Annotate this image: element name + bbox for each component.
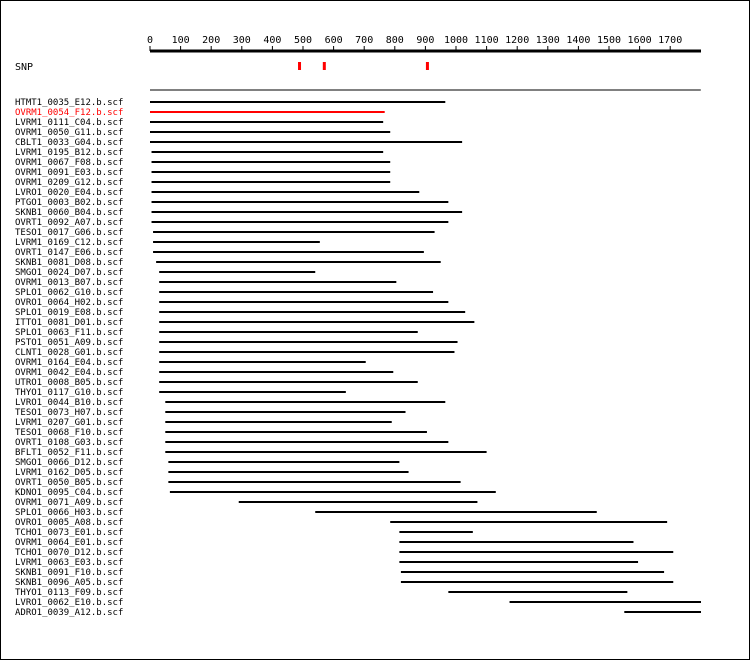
axis-tick-label: 0 (146, 35, 154, 46)
read-name[interactable]: SPLO1_0066_H03.b.scf (15, 508, 124, 518)
read-name[interactable]: OVRM1_0164_E04.b.scf (15, 358, 124, 368)
read-row[interactable] (15, 148, 383, 158)
read-row[interactable] (15, 248, 424, 258)
read-row[interactable] (15, 558, 638, 568)
read-row[interactable] (15, 548, 673, 558)
axis-tick-label: 600 (324, 35, 343, 46)
axis-tick-label: 300 (232, 35, 251, 46)
axis-tick-label: 800 (385, 35, 404, 46)
read-row[interactable] (15, 568, 664, 578)
read-row[interactable] (15, 198, 448, 208)
read-name[interactable]: PTGO1_0003_B02.b.scf (15, 198, 124, 208)
read-row[interactable] (15, 298, 448, 308)
read-name[interactable]: TESO1_0017_G06.b.scf (15, 228, 124, 238)
read-row[interactable] (15, 448, 487, 458)
read-name[interactable]: SPLO1_0062_G10.b.scf (15, 288, 124, 298)
read-row[interactable] (15, 528, 473, 538)
read-row[interactable] (15, 288, 433, 298)
read-name[interactable]: OVRM1_0064_E01.b.scf (15, 538, 124, 548)
read-name[interactable]: LVRM1_0162_D05.b.scf (15, 468, 124, 478)
read-list (15, 98, 701, 618)
read-name[interactable]: OVRM1_0013_B07.b.scf (15, 278, 124, 288)
read-row[interactable] (15, 588, 627, 598)
read-row[interactable] (15, 138, 462, 148)
read-row[interactable] (15, 258, 441, 268)
read-name[interactable]: TCHO1_0073_E01.b.scf (15, 528, 124, 538)
read-row[interactable] (15, 98, 445, 108)
read-row[interactable] (15, 458, 399, 468)
read-name[interactable]: TESO1_0073_H07.b.scf (15, 408, 124, 418)
read-row[interactable] (15, 498, 477, 508)
read-name[interactable]: OVRO1_0005_A08.b.scf (15, 518, 124, 528)
read-row[interactable] (15, 278, 396, 288)
read-name[interactable]: CBLT1_0033_G04.b.scf (15, 138, 124, 148)
read-row[interactable] (15, 308, 465, 318)
read-name[interactable]: LVRM1_0111_C04.b.scf (15, 118, 124, 128)
read-name[interactable]: SKNB1_0096_A05.b.scf (15, 578, 124, 588)
read-row[interactable] (15, 108, 385, 118)
axis-tick-label: 700 (355, 35, 374, 46)
axis-tick-label: 1100 (474, 35, 499, 46)
read-row[interactable] (15, 358, 366, 368)
snp-track-label: SNP (15, 62, 34, 73)
read-name[interactable]: LVRM1_0207_G01.b.scf (15, 418, 124, 428)
position-axis (147, 35, 701, 51)
read-row[interactable] (15, 578, 673, 588)
axis-tick-label: 900 (416, 35, 435, 46)
read-row[interactable] (15, 128, 390, 138)
axis-tick-label: 1000 (443, 35, 469, 46)
read-name[interactable]: SKNB1_0091_F10.b.scf (15, 568, 124, 578)
read-row[interactable] (15, 378, 418, 388)
read-row[interactable] (15, 228, 435, 238)
axis-tick-label: 1500 (596, 35, 622, 46)
axis-tick-label: 1200 (505, 35, 530, 46)
read-row[interactable] (15, 328, 418, 338)
read-row[interactable] (15, 188, 419, 198)
snp-marker[interactable] (426, 62, 429, 70)
read-name[interactable]: TESO1_0068_F10.b.scf (15, 428, 124, 438)
read-name[interactable]: HTMT1_0035_E12.b.scf (15, 98, 124, 108)
read-name[interactable]: LVRO1_0020_E04.b.scf (15, 188, 124, 198)
axis-tick-label: 500 (293, 35, 313, 46)
read-name[interactable]: SPLO1_0019_E08.b.scf (15, 308, 124, 318)
read-name[interactable]: PSTO1_0051_A09.b.scf (15, 338, 124, 348)
read-name[interactable]: LVRM1_0063_E03.b.scf (15, 558, 124, 568)
read-row[interactable] (15, 428, 427, 438)
read-row[interactable] (15, 368, 393, 378)
read-name[interactable]: THYO1_0117_G10.b.scf (15, 388, 124, 398)
read-name[interactable]: TCHO1_0070_D12.b.scf (15, 548, 124, 558)
read-name[interactable]: OVRM1_0050_G11.b.scf (15, 128, 124, 138)
read-row[interactable] (15, 218, 448, 228)
read-row[interactable] (15, 598, 701, 608)
read-name[interactable]: LVRM1_0195_B12.b.scf (15, 148, 124, 158)
read-name[interactable]: LVRM1_0169_C12.b.scf (15, 238, 124, 248)
read-row[interactable] (15, 488, 496, 498)
read-name[interactable]: ADRO1_0039_A12.b.scf (15, 608, 124, 618)
read-name[interactable]: UTRO1_0008_B05.b.scf (15, 378, 124, 388)
read-name[interactable]: KDNO1_0095_C04.b.scf (15, 488, 124, 498)
read-row[interactable] (15, 158, 390, 168)
axis-tick-label: 200 (202, 35, 221, 46)
read-row[interactable] (15, 338, 458, 348)
read-name[interactable]: BFLT1_0052_F11.b.scf (15, 448, 124, 458)
axis-tick-label: 100 (171, 35, 190, 46)
read-row[interactable] (15, 518, 667, 528)
read-name[interactable]: OVRT1_0050_B05.b.scf (15, 478, 124, 488)
read-row[interactable] (15, 538, 633, 548)
axis-tick-label: 1700 (658, 35, 683, 46)
read-row[interactable] (15, 178, 390, 188)
read-name[interactable]: SPLO1_0063_F11.b.scf (15, 328, 124, 338)
read-row[interactable] (15, 118, 383, 128)
read-row[interactable] (15, 398, 445, 408)
read-name[interactable]: SKNB1_0060_B04.b.scf (15, 208, 124, 218)
axis-tick-label: 400 (263, 35, 282, 46)
read-name[interactable]: OVRM1_0091_E03.b.scf (15, 168, 124, 178)
read-row[interactable] (15, 508, 597, 518)
read-name[interactable]: THYO1_0113_F09.b.scf (15, 588, 124, 598)
read-row[interactable] (15, 208, 462, 218)
axis-tick-label: 1400 (566, 35, 591, 46)
axis-tick-label: 1300 (535, 35, 560, 46)
axis-tick-label: 1600 (627, 35, 652, 46)
read-row[interactable] (15, 268, 315, 278)
read-name[interactable]: OVRM1_0209_G12.b.scf (15, 178, 124, 188)
read-name[interactable]: SMGO1_0024_D07.b.scf (15, 268, 124, 278)
snp-marker[interactable] (323, 62, 326, 70)
read-name[interactable]: OVRM1_0042_E04.b.scf (15, 368, 124, 378)
snp-marker[interactable] (298, 62, 301, 70)
read-name[interactable]: SKNB1_0081_D08.b.scf (15, 258, 124, 268)
read-row[interactable] (15, 478, 461, 488)
read-name[interactable]: OVRM1_0054_F12.b.scf (15, 108, 124, 118)
snp-track (15, 62, 429, 73)
read-row[interactable] (15, 168, 390, 178)
read-alignment-diagram (1, 1, 749, 659)
read-name[interactable]: OVRO1_0064_H02.b.scf (15, 298, 124, 308)
read-row[interactable] (15, 238, 320, 248)
read-name[interactable]: OVRT1_0147_E06.b.scf (15, 248, 124, 258)
read-name[interactable]: OVRM1_0067_F08.b.scf (15, 158, 124, 168)
read-row[interactable] (15, 438, 448, 448)
read-row[interactable] (15, 348, 454, 358)
read-row[interactable] (15, 318, 474, 328)
read-name[interactable]: OVRM1_0071_A09.b.scf (15, 498, 124, 508)
read-row[interactable] (15, 468, 409, 478)
read-row[interactable] (15, 608, 701, 618)
read-name[interactable]: CLNT1_0028_G01.b.scf (15, 348, 124, 358)
read-name[interactable]: OVRT1_0092_A07.b.scf (15, 218, 124, 228)
read-row[interactable] (15, 408, 406, 418)
read-row[interactable] (15, 388, 346, 398)
read-name[interactable]: OVRT1_0108_G03.b.scf (15, 438, 124, 448)
read-row[interactable] (15, 418, 392, 428)
read-name[interactable]: LVRO1_0044_B10.b.scf (15, 398, 124, 408)
read-name[interactable]: ITTO1_0081_D01.b.scf (15, 318, 124, 328)
read-name[interactable]: SMGO1_0066_D12.b.scf (15, 458, 124, 468)
read-name[interactable]: LVRO1_0062_E10.b.scf (15, 598, 124, 608)
